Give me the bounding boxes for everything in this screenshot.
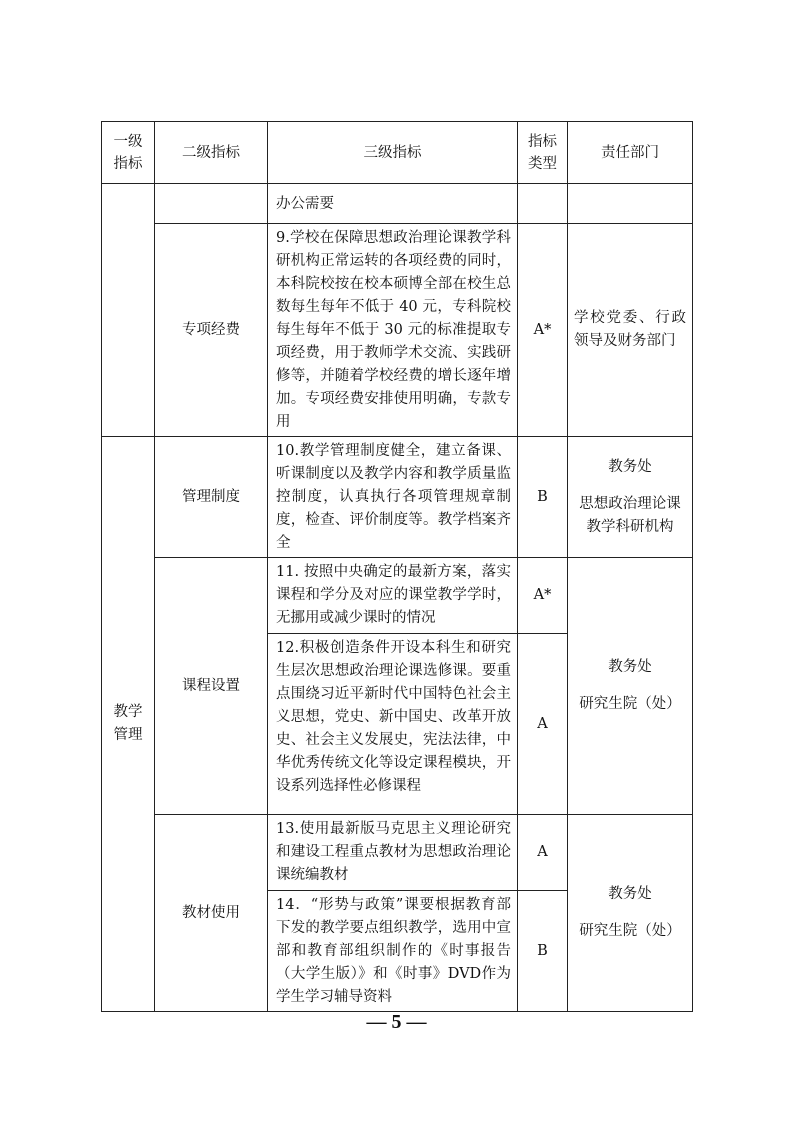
header-type: 指标 类型 <box>518 122 568 184</box>
indicator-text-10: 10.教学管理制度健全，建立备课、听课制度以及教学内容和教学质量监控制度，认真执行各项管理规章制度，检查、评价制度等。教学档案齐全 <box>268 437 518 558</box>
dept-course <box>568 558 693 815</box>
level2-cell-empty <box>155 184 268 224</box>
dept-10-line1: 教务处 <box>608 458 652 475</box>
indicator-text-13: 13.使用最新版马克思主义理论研究和建设工程重点教材为思想政治理论课统编教材 <box>268 815 518 891</box>
type-cell-empty <box>518 184 568 224</box>
indicator-text-9: 9.学校在保障思想政治理论课教学科研机构正常运转的各项经费的同时，本科院校按在校本硕博全部在校生总数每生每年不低于 40 元，专科院校每生每年不低于 30 元的标准提取专项经费，用于教师学术交流、实践研修等，并随着学校经费的增长逐年增加。专项经费安排使用明确，专款专用 <box>268 224 518 437</box>
indicator-text-office: 办公需要 <box>268 184 518 224</box>
table-row <box>102 815 693 891</box>
dept-10-line2: 思想政治理论课教学科研机构 <box>579 495 681 535</box>
type-12: A <box>518 634 568 815</box>
header-level1: 一级 指标 <box>102 122 155 184</box>
dept-9: 学校党委、行政领导及财务部门 <box>568 224 693 437</box>
dept-textbook-line1: 教务处 <box>608 886 652 902</box>
table-row <box>102 184 693 224</box>
table-row <box>102 558 693 634</box>
dept-course-line2: 研究生院（处） <box>579 696 681 712</box>
table-row <box>102 224 693 437</box>
dept-10 <box>568 437 693 558</box>
header-dept: 责任部门 <box>568 122 693 184</box>
type-9: A* <box>518 224 568 437</box>
type-14: B <box>518 891 568 1012</box>
table-row <box>102 437 693 558</box>
type-11: A* <box>518 558 568 634</box>
dept-cell-empty <box>568 184 693 224</box>
level2-special-funds: 专项经费 <box>155 224 268 437</box>
page-number: — 5 — <box>366 1011 427 1033</box>
header-level2: 二级指标 <box>155 122 268 184</box>
type-13: A <box>518 815 568 891</box>
indicator-text-14: 14．“形势与政策”课要根据教育部下发的教学要点组织教学，选用中宣部和教育部组织制作的《时事报告（大学生版）》和《时事》DVD作为学生学习辅导资料 <box>268 891 518 1012</box>
dept-textbook <box>568 815 693 1012</box>
table-header-row <box>102 122 693 184</box>
type-10: B <box>518 437 568 558</box>
header-level3: 三级指标 <box>268 122 518 184</box>
indicator-text-11: 11. 按照中央确定的最新方案，落实课程和学分及对应的课堂教学学时，无挪用或减少课时的情况 <box>268 558 518 634</box>
indicator-text-12: 12.积极创造条件开设本科生和研究生层次思想政治理论课选修课。要重点围绕习近平新时代中国特色社会主义思想，党史、新中国史、改革开放史、社会主义发展史，宪法法律，中华优秀传统文化等设定课程模块，开设系列选择性必修课程 <box>268 634 518 815</box>
indicator-table <box>101 121 693 1012</box>
dept-textbook-line2: 研究生院（处） <box>579 923 681 939</box>
level1-cell-empty <box>102 184 155 437</box>
level2-textbook: 教材使用 <box>155 815 268 1012</box>
dept-course-line1: 教务处 <box>608 659 652 675</box>
level1-teaching-mgmt: 教学 管理 <box>102 437 155 1012</box>
level2-mgmt-system: 管理制度 <box>155 437 268 558</box>
level2-course-setting: 课程设置 <box>155 558 268 815</box>
